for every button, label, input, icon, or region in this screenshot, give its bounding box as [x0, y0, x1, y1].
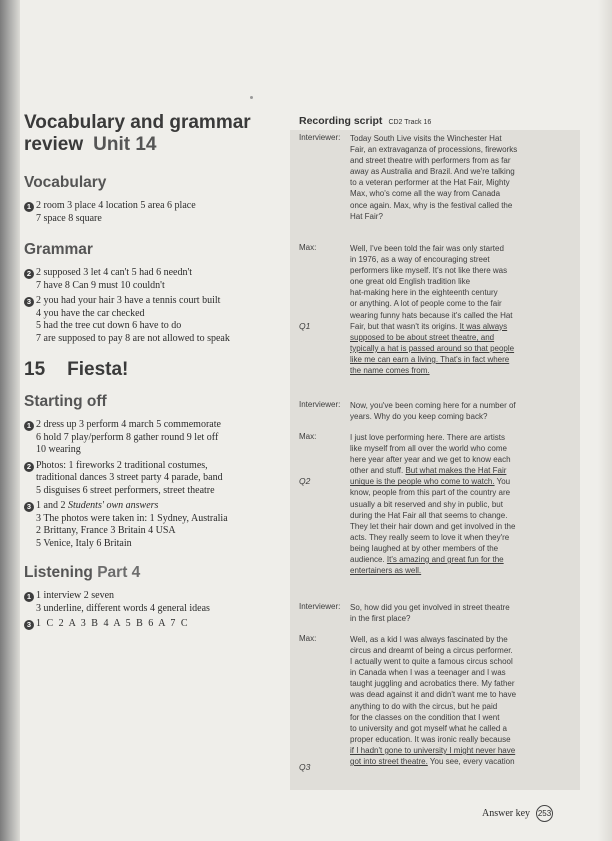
speaker-label: Max:: [299, 243, 317, 252]
answer-lines: [36, 267, 192, 292]
script-line: [350, 756, 576, 767]
script-line: Well, I've been told the fair was only started: [350, 244, 504, 253]
unit-label: Unit 14: [93, 134, 157, 155]
speaker-label: Interviewer:: [299, 602, 341, 611]
script-line: anything to do with the circus, but he paid: [350, 701, 498, 711]
answer-line: 6 hold 7 play/perform 8 gather round 9 let off: [36, 431, 219, 443]
answer-line: 3 underline, different words 4 general ideas: [36, 602, 210, 614]
answer-line: 5 disguises 6 street performers, street theatre: [36, 484, 215, 496]
grammar-heading: Grammar: [24, 241, 93, 258]
starting-exercise-3: [24, 500, 276, 550]
script-line: years. Why do you keep coming back?: [350, 412, 488, 422]
answer-lines: [36, 419, 221, 457]
script-line: during the Hat Fair all that seems to change.: [350, 510, 508, 520]
speaker-label: Interviewer:: [299, 133, 341, 142]
badge-number: 2: [24, 462, 34, 472]
script-title-text: Recording script: [299, 115, 383, 127]
script-line: or anything. A lot of people come to the fair: [350, 299, 502, 309]
unit-number: 15: [24, 359, 46, 380]
max-turn-3: [350, 634, 576, 767]
answer-lines: [36, 590, 210, 615]
script-line: Now, you've been coming here for a number of: [350, 401, 516, 410]
interviewer-turn-1: [350, 133, 576, 222]
script-line: circus and dreamt of being a circus performer.: [350, 646, 513, 656]
script-line: to a veteran performer at the Hat Fair, Mighty: [350, 178, 510, 188]
track-label: CD2 Track 16: [388, 119, 432, 126]
script-line: hat-making here in the eighteenth century: [350, 288, 498, 298]
script-line: Hat Fair?: [350, 211, 383, 221]
answer-line: 2 supposed 3 let 4 can't 5 had 6 needn't: [36, 267, 193, 278]
interviewer-turn-2: [350, 400, 576, 422]
listening-part: Part 4: [97, 564, 141, 581]
answer-lines: [36, 200, 196, 225]
exercise-number-badge: [24, 200, 36, 225]
script-line: [350, 554, 576, 565]
answer-line: 5 Venice, Italy 6 Britain: [36, 537, 132, 549]
script-line: acts. They really seem to love it when they're: [350, 532, 510, 542]
answer-line: 3 The photos were taken in: 1 Sydney, Australia: [36, 512, 228, 524]
script-line: Well, as a kid I was always fascinated by the: [350, 635, 508, 644]
script-text: You: [494, 477, 511, 487]
print-mark: [250, 96, 253, 99]
exercise-number-badge: [24, 419, 36, 457]
script-line: I actually went to quite a famous circus school: [350, 657, 513, 667]
vocab-exercise-1: [24, 200, 276, 225]
exercise-number-badge: [24, 500, 36, 550]
answer-line: traditional dances 3 street party 4 parade, band: [36, 472, 223, 483]
script-line: in 1976, as a way of encouraging street: [350, 255, 490, 265]
exercise-number-badge: [24, 460, 36, 498]
unit-15-title: [24, 359, 276, 381]
footer-label: Answer key: [482, 808, 531, 819]
script-line: away as Australia and Brazil. And we're talking: [350, 167, 515, 177]
starting-exercise-1: [24, 419, 276, 457]
script-line: wearing funny hats because it's called the Hat: [350, 310, 513, 320]
badge-number: 1: [24, 421, 34, 431]
script-text: other and stuff.: [350, 466, 406, 476]
script-line: Max, who's come all the way from Canada: [350, 189, 501, 199]
listening-label: Listening: [24, 564, 93, 581]
badge-number: 1: [24, 202, 34, 212]
badge-number: 3: [24, 297, 34, 307]
answer-lines: [36, 295, 230, 345]
script-line: once again. Max, why is the festival called the: [350, 200, 513, 210]
interviewer-turn-3: [350, 602, 576, 624]
answer-line: 5 had the tree cut down 6 have to do: [36, 320, 182, 331]
script-line: performers like myself. It's not like there was: [350, 266, 508, 276]
script-line: to university and got myself what he called a: [350, 723, 507, 733]
underlined-answer: But what makes the Hat Fair: [405, 466, 507, 476]
answer-line: 10 wearing: [36, 444, 81, 455]
unit-title: Fiesta!: [67, 359, 129, 380]
answer-line: [36, 500, 228, 513]
grammar-exercise-3: [24, 295, 276, 345]
underlined-answer: entertainers as well.: [350, 566, 422, 576]
badge-number: 3: [24, 502, 34, 512]
script-line: being laughed at by other members of the: [350, 543, 499, 553]
underlined-answer: unique is the people who come to watch.: [350, 477, 495, 487]
script-line: usually a bit reserved and shy in public, but: [350, 499, 503, 509]
underlined-answer: like me can earn a living. That's in fact where: [350, 354, 510, 364]
underlined-answer: the name comes from.: [350, 366, 430, 376]
badge-number: 2: [24, 269, 34, 279]
speaker-label: Max:: [299, 432, 317, 441]
exercise-number-badge: [24, 590, 36, 615]
script-line: know, people from this part of the country are: [350, 488, 511, 498]
page-number: 253: [536, 805, 553, 822]
answer-line: 2 you had your hair 3 have a tennis court built: [36, 295, 221, 306]
title-line-2: [24, 134, 276, 156]
script-line: for the classes on the condition that I went: [350, 712, 500, 722]
script-line: So, how did you get involved in street theatre: [350, 603, 510, 612]
script-text: Fair, but that wasn't its origins.: [350, 321, 460, 331]
underlined-answer: It was always: [459, 321, 508, 331]
answer-prefix: 1 and 2: [36, 500, 68, 511]
script-line: proper education. It was ironic really because: [350, 734, 511, 744]
underlined-answer: typically a hat is passed around so that people: [350, 343, 515, 353]
exercise-number-badge: [24, 295, 36, 345]
underlined-answer: got into street theatre.: [350, 757, 428, 767]
underlined-answer: if I hadn't gone to university I might never have: [350, 745, 516, 755]
answer-lines: [36, 460, 223, 498]
question-label-q2: Q2: [299, 476, 311, 486]
grammar-exercise-2: [24, 267, 276, 292]
page-edge: [598, 0, 612, 841]
exercise-number-badge: [24, 267, 36, 292]
script-line: I just love performing here. There are artists: [350, 433, 506, 442]
exercise-number-badge: [24, 618, 36, 632]
answer-line: 1 C 2 A 3 B 4 A 5 B 6 A 7 C: [36, 618, 190, 629]
script-text: You see, every vacation: [427, 757, 515, 767]
listening-exercise-3: [24, 618, 276, 632]
answer-line: 1 interview 2 seven: [36, 590, 115, 601]
left-column: [24, 112, 276, 632]
answer-line: 2 Brittany, France 3 Britain 4 USA: [36, 525, 176, 536]
answer-line: 7 have 8 Can 9 must 10 couldn't: [36, 279, 165, 291]
script-line: They let their hair down and get involved in the: [350, 521, 516, 531]
script-line: [350, 465, 576, 476]
answer-line: Photos: 1 fireworks 2 traditional costumes,: [36, 459, 208, 471]
script-line: like myself from all over the world who come: [350, 444, 507, 454]
book-spine-shadow: [0, 0, 20, 841]
script-line: was dead against it and didn't want me to have: [350, 690, 517, 700]
max-turn-1: [350, 243, 576, 376]
listening-heading: [24, 564, 276, 582]
script-line: in the first place?: [350, 614, 411, 624]
answer-line: 7 are supposed to pay 8 are not allowed to speak: [36, 332, 230, 344]
script-line: here year after year and we get to know each: [350, 455, 511, 465]
script-line: Today South Live visits the Winchester Hat: [350, 134, 502, 143]
vocabulary-heading: Vocabulary: [24, 174, 107, 191]
script-line: [350, 321, 576, 332]
max-turn-2: [350, 432, 576, 576]
listening-exercise-1: [24, 590, 276, 615]
title-review: review: [24, 134, 84, 155]
speaker-label: Max:: [299, 634, 317, 643]
script-line: taught juggling and acrobatics there. My father: [350, 679, 515, 689]
script-line: and street theatre with performers from as far: [350, 156, 511, 166]
script-line: one great old English tradition like: [350, 277, 471, 287]
badge-number: 1: [24, 592, 34, 602]
answer-line: 2 room 3 place 4 location 5 area 6 place: [36, 200, 196, 211]
starting-off-heading: Starting off: [24, 393, 107, 410]
answer-line: 7 space 8 square: [36, 212, 102, 224]
answer-line: 2 dress up 3 perform 4 march 5 commemorate: [36, 419, 221, 430]
script-line: [350, 476, 576, 487]
script-line: in Canada when I was a teenager and I was: [350, 668, 506, 678]
title-line-1: Vocabulary and grammar: [24, 112, 251, 133]
recording-script-column: [290, 0, 582, 841]
script-line: Fair, an extravaganza of processions, fireworks: [350, 145, 518, 155]
answer-italic: Students' own answers: [67, 500, 159, 511]
badge-number: 3: [24, 620, 34, 630]
answer-lines: [36, 500, 228, 550]
question-label-q1: Q1: [299, 321, 311, 331]
recording-script-title: [299, 115, 431, 127]
answer-line: 4 you have the car checked: [36, 307, 145, 319]
starting-exercise-2: [24, 460, 276, 498]
script-text: audience.: [350, 555, 387, 565]
answer-lines: [36, 618, 189, 632]
question-label-q3: Q3: [299, 762, 311, 772]
underlined-answer: supposed to be about street theatre, and: [350, 332, 495, 342]
speaker-label: Interviewer:: [299, 400, 341, 409]
page-title: [24, 112, 276, 156]
underlined-answer: It's amazing and great fun for the: [386, 555, 504, 565]
